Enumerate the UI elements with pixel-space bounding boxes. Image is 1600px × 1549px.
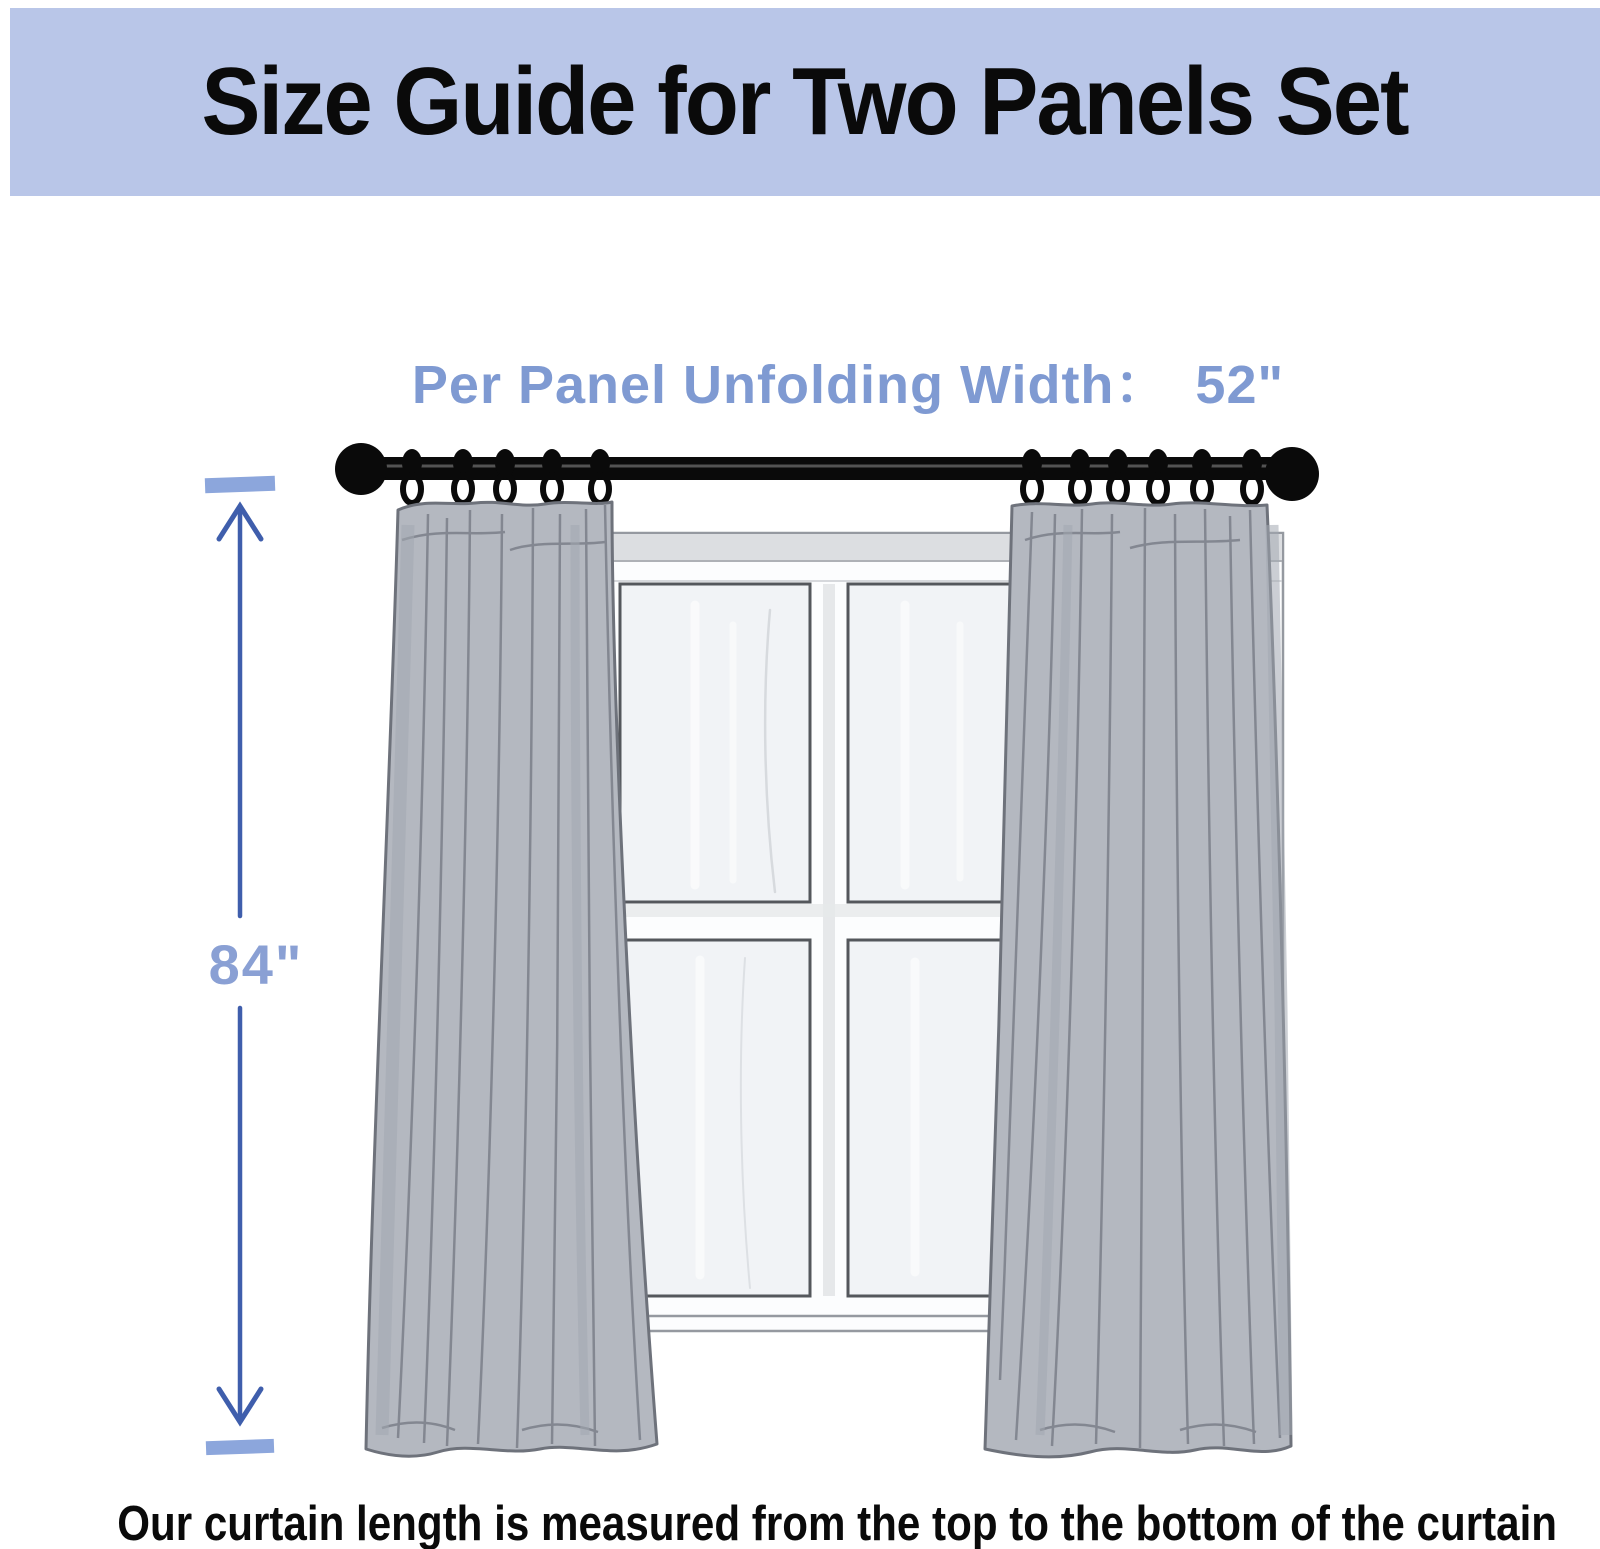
right-curtain-panel [985,503,1291,1457]
footnote-text: Our curtain length is measured from the top to the bottom of the curtain [117,1497,1558,1549]
left-curtain-panel [366,502,657,1456]
width-caption-label: Per Panel Unfolding Width： [411,355,1170,415]
window-pane-upper-left [620,584,810,902]
width-caption-value: 52" [1195,355,1285,415]
rod-finial-right [1265,447,1319,501]
width-caption [0,342,1600,419]
length-tick-bottom [206,1439,274,1455]
window-mullion-shade [823,584,835,1296]
window-pane-lower-left [620,940,810,1296]
rod-finial-left [335,443,387,495]
page-title: Size Guide for Two Panels Set [201,48,1409,155]
length-value-label: 84" [208,933,304,996]
length-tick-top [205,476,275,493]
footnote [0,1496,1600,1549]
curtain-rod [335,443,1319,501]
title-banner [10,8,1600,196]
